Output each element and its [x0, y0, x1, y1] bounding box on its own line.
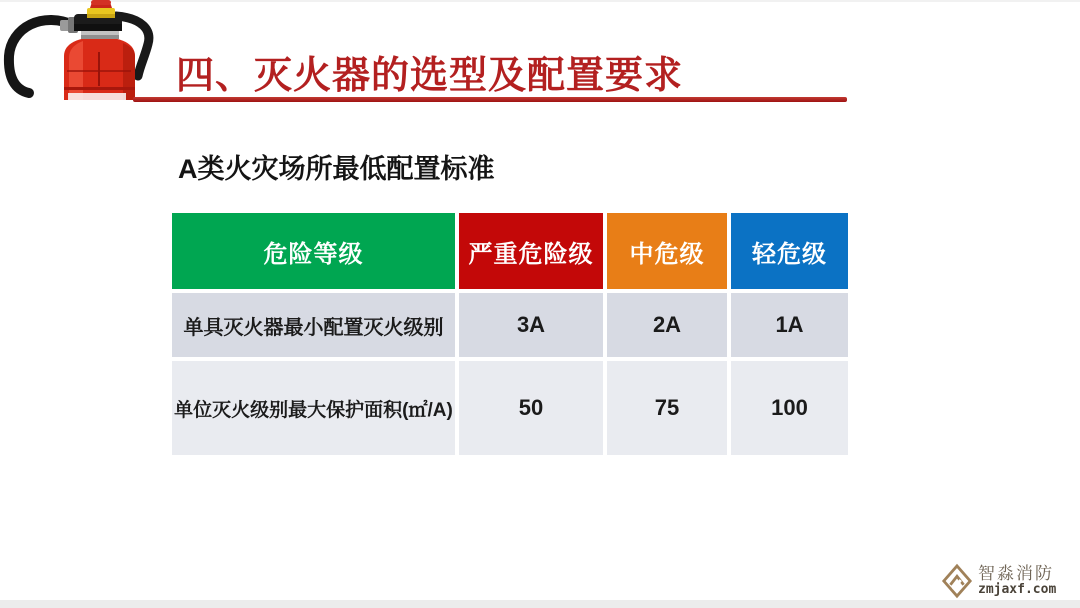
table-header-severe-danger: 严重危险级 — [459, 213, 603, 289]
section-subtitle: A类火灾场所最低配置标准 — [178, 154, 495, 184]
table-cell-max-area-severe: 50 — [459, 361, 603, 455]
table-row-label-max-area: 单位灭火级别最大保护面积(㎡/A) — [172, 361, 455, 455]
table-cell-min-rating-severe: 3A — [459, 293, 603, 357]
watermark-brand: 智淼消防 — [978, 563, 1054, 583]
min-config-table — [172, 213, 848, 455]
table-header-danger-level: 危险等级 — [172, 213, 455, 289]
table-cell-min-rating-light: 1A — [731, 293, 848, 357]
table-header-medium-danger: 中危级 — [607, 213, 727, 289]
table-header-light-danger: 轻危级 — [731, 213, 848, 289]
zhimiao-logo-icon — [941, 563, 973, 599]
top-edge-strip — [0, 0, 1080, 2]
table-cell-min-rating-medium: 2A — [607, 293, 727, 357]
fire-extinguisher-icon — [2, 0, 160, 100]
watermark-texts — [978, 565, 1056, 598]
watermark-site: zmjaxf.com — [978, 582, 1057, 598]
bottom-edge-strip — [0, 600, 1080, 608]
table-row-label-min-rating: 单具灭火器最小配置灭火级别 — [172, 293, 455, 357]
page-title: 四、灭火器的选型及配置要求 — [176, 55, 684, 97]
watermark — [941, 563, 1056, 599]
table-cell-max-area-medium: 75 — [607, 361, 727, 455]
title-underline — [133, 97, 847, 102]
table-cell-max-area-light: 100 — [731, 361, 848, 455]
